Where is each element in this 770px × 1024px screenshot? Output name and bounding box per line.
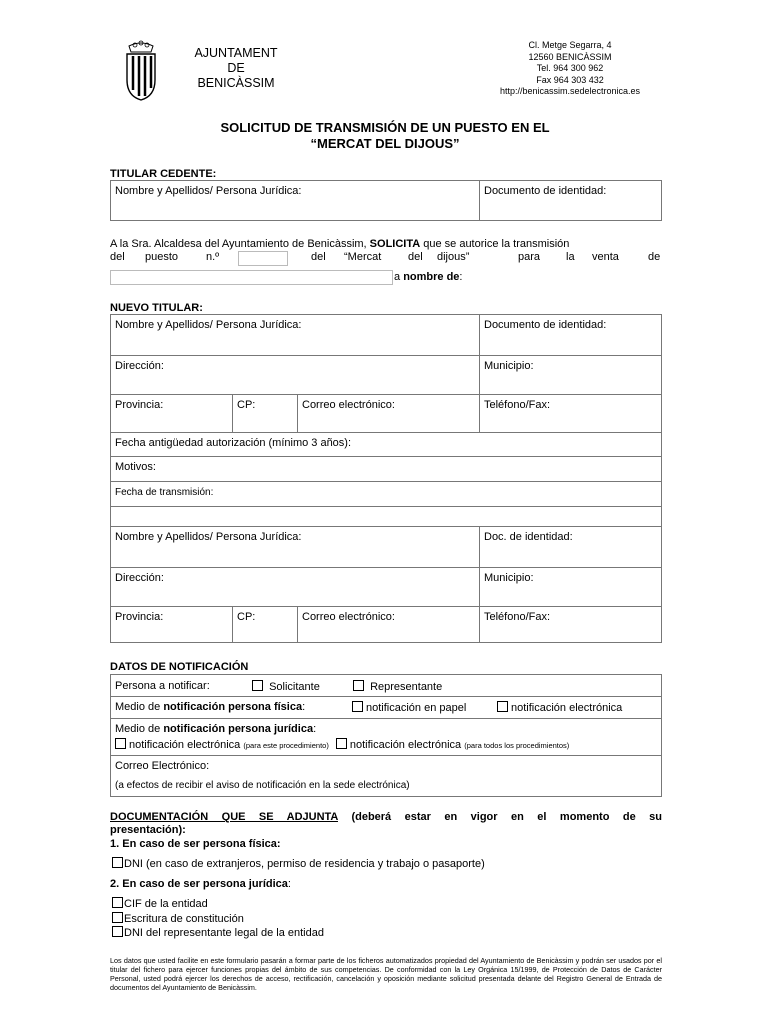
request-word: “Mercat xyxy=(344,251,382,263)
solicitante-label: Solicitante xyxy=(269,681,320,693)
request-line-2 xyxy=(110,251,662,266)
request-text: : xyxy=(459,271,463,283)
nuevo-titular-table xyxy=(110,314,662,643)
municipal-crest-logo xyxy=(123,40,159,102)
persona-notificar-label: Persona a notificar: xyxy=(115,680,210,692)
title-line-1: SOLICITUD DE TRANSMISIÓN DE UN PUESTO EN EL xyxy=(220,120,550,135)
juridica-heading xyxy=(110,878,291,890)
rep-tel-label: Teléfono/Fax: xyxy=(484,611,551,623)
representante-label: Representante xyxy=(370,681,443,693)
papel-label: notificación en papel xyxy=(366,702,467,714)
rep-name-label: Nombre y Apellidos/ Persona Jurídica: xyxy=(115,531,302,543)
fisica-heading: 1. En caso de ser persona física: xyxy=(110,838,281,850)
request-text: que se autorice la transmisión xyxy=(420,238,570,250)
request-word: la xyxy=(566,251,575,263)
request-word: para xyxy=(518,251,541,263)
medio-text: : xyxy=(302,701,306,713)
rep-email-label: Correo electrónico: xyxy=(302,611,395,623)
medio-juridica-row xyxy=(111,719,316,735)
persona-fisica-label: notificación persona física xyxy=(163,701,303,713)
electronica-label: notificación electrónica xyxy=(511,702,623,714)
dni-rep-checkbox[interactable] xyxy=(112,926,123,937)
nuevo-name-label: Nombre y Apellidos/ Persona Jurídica: xyxy=(115,319,302,331)
rep-cp-label: CP: xyxy=(237,611,256,623)
rep-prov-label: Provincia: xyxy=(115,611,164,623)
docs-heading-title: DOCUMENTACIÓN QUE SE ADJUNTA xyxy=(110,811,338,823)
org-line-1: AJUNTAMENT xyxy=(194,46,278,60)
request-line-1 xyxy=(110,237,662,252)
section-heading-cedente: TITULAR CEDENTE: xyxy=(110,168,217,180)
correo-note: (a efectos de recibir el aviso de notificación en la sede electrónica) xyxy=(115,780,410,791)
stall-number-field[interactable] xyxy=(238,251,288,266)
cedente-name-label: Nombre y Apellidos/ Persona Jurídica: xyxy=(115,185,302,197)
juridica-item-escritura[interactable] xyxy=(112,912,324,927)
docs-heading-end: : xyxy=(182,823,186,836)
juridica-options-row xyxy=(111,734,569,751)
elec-todos-note: (para todos los procedimientos) xyxy=(464,741,570,750)
escritura-checkbox[interactable] xyxy=(112,912,123,923)
cedente-doc-label: Documento de identidad: xyxy=(484,185,607,197)
divider xyxy=(111,355,661,356)
medio-text: Medio de xyxy=(115,723,164,735)
fisica-item-label: DNI (en caso de extranjeros, permiso de residencia y trabajo o pasaporte) xyxy=(124,858,485,870)
a-nombre-de-keyword: nombre de xyxy=(403,271,460,283)
rep-doc-label: Doc. de identidad: xyxy=(484,531,573,543)
title-line-2: “MERCAT DEL DIJOUS” xyxy=(310,136,460,151)
request-text: a xyxy=(394,271,404,283)
solicitante-checkbox[interactable] xyxy=(252,680,263,691)
section-heading-nuevo: NUEVO TITULAR: xyxy=(110,302,203,314)
medio-fisica-row xyxy=(111,697,305,713)
elec-este-checkbox[interactable] xyxy=(115,738,126,749)
request-word: puesto xyxy=(145,251,179,263)
request-line-3 xyxy=(110,270,662,286)
rep-mun-label: Municipio: xyxy=(484,572,534,584)
address-line: Fax 964 303 432 xyxy=(536,74,604,85)
elec-este-option[interactable] xyxy=(115,739,329,751)
org-line-3: BENICÀSSIM xyxy=(197,76,275,90)
solicitante-option[interactable] xyxy=(248,676,320,693)
fisica-item-dni[interactable] xyxy=(112,857,485,870)
juridica-heading-end: : xyxy=(287,878,291,890)
representante-checkbox[interactable] xyxy=(353,680,364,691)
persona-juridica-label: notificación persona jurídica xyxy=(163,723,314,735)
juridica-item-label: Escritura de constitución xyxy=(124,912,244,925)
document-title xyxy=(110,120,660,152)
divider xyxy=(111,456,661,457)
representante-option[interactable] xyxy=(349,676,442,693)
juridica-items-list xyxy=(112,897,324,941)
elec-este-note: (para este procedimiento) xyxy=(243,741,329,750)
juridica-item-cif[interactable] xyxy=(112,897,324,912)
request-word: de xyxy=(648,251,661,263)
nuevo-tel-label: Teléfono/Fax: xyxy=(484,399,551,411)
nuevo-motivos-label: Motivos: xyxy=(115,461,156,473)
request-word: dijous” xyxy=(437,251,470,263)
medio-text: : xyxy=(313,723,317,735)
notificacion-table xyxy=(110,674,662,797)
nuevo-doc-label: Documento de identidad: xyxy=(484,319,607,331)
electronica-option[interactable] xyxy=(493,697,622,714)
nuevo-fecha-transmision-label: Fecha de transmisión: xyxy=(115,487,214,498)
address-line: 12560 BENICÀSSIM xyxy=(528,51,612,62)
request-word: n.º xyxy=(206,251,220,263)
medio-text: Medio de xyxy=(115,701,164,713)
request-word: venta xyxy=(592,251,619,263)
juridica-heading-label: 2. En caso de ser persona jurídica xyxy=(110,878,288,890)
papel-option[interactable] xyxy=(348,697,466,714)
request-word: del xyxy=(110,251,125,263)
address-line: Cl. Metge Segarra, 4 xyxy=(528,40,612,50)
request-word: del xyxy=(311,251,326,263)
cedente-table xyxy=(110,180,662,221)
cif-checkbox[interactable] xyxy=(112,897,123,908)
divider xyxy=(111,481,661,482)
rep-dir-label: Dirección: xyxy=(115,572,164,584)
dni-checkbox[interactable] xyxy=(112,857,123,868)
divider xyxy=(111,506,661,507)
elec-este-label: notificación electrónica xyxy=(129,739,241,751)
organization-name xyxy=(180,46,292,91)
juridica-item-label: CIF de la entidad xyxy=(124,898,208,910)
docs-heading-note: (deberá estar en vigor en el momento de su presentación) xyxy=(110,811,663,836)
electronica-checkbox[interactable] xyxy=(497,701,508,712)
nuevo-cp-label: CP: xyxy=(237,399,256,411)
address-line: Tel. 964 300 962 xyxy=(536,63,604,73)
request-text: A la Sra. Alcaldesa del Ayuntamiento de Benicàssim, xyxy=(110,238,370,250)
solicita-keyword: SOLICITA xyxy=(369,238,421,250)
docs-heading xyxy=(110,811,662,836)
persona-notificar-row xyxy=(111,676,210,692)
elec-todos-label: notificación electrónica xyxy=(349,739,462,751)
nuevo-mun-label: Municipio: xyxy=(484,360,534,372)
elec-todos-option[interactable] xyxy=(336,739,569,751)
address-block xyxy=(470,40,670,98)
request-word: del xyxy=(408,251,423,263)
address-url: http://benicassim.sedelectronica.es xyxy=(499,86,641,96)
sale-product-field[interactable] xyxy=(110,270,393,285)
juridica-item-dni-rep[interactable] xyxy=(112,926,324,941)
divider xyxy=(111,567,661,568)
elec-todos-checkbox[interactable] xyxy=(336,738,347,749)
nuevo-prov-label: Provincia: xyxy=(115,399,164,411)
nuevo-email-label: Correo electrónico: xyxy=(302,399,395,411)
section-heading-notificacion: DATOS DE NOTIFICACIÓN xyxy=(110,661,249,673)
privacy-footer: Los datos que usted facilite en este formulario pasarán a formar parte de los ficheros automatizados propiedad del Ayuntamiento de Benicàssim y podrán ser usados por el titular del fichero para ejercer funciones propias del ámbito de sus competencias. De conformidad con la Ley Orgánica 15/1999, de Protección de Datos de Carácter Personal, usted podrá ejercer los derechos de acceso, rectificación, cancelación y oposición mediante solicitud presentada delante del Registro General de Entrada de documentos del Ayuntamiento de Benicàssim. xyxy=(110,956,662,992)
nuevo-dir-label: Dirección: xyxy=(115,360,164,372)
juridica-item-label: DNI del representante legal de la entidad xyxy=(124,927,324,939)
correo-label: Correo Electrónico: xyxy=(115,760,210,772)
nuevo-fecha-label: Fecha antigüedad autorización (mínimo 3 años): xyxy=(115,437,352,449)
papel-checkbox[interactable] xyxy=(352,701,363,712)
org-line-2: DE xyxy=(227,61,245,75)
